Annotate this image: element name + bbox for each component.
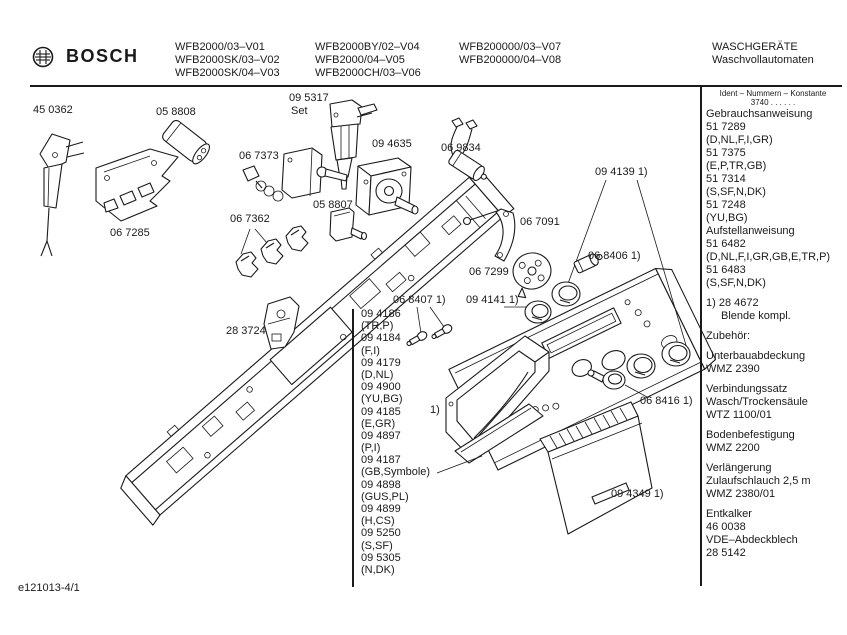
info-line: Verlängerung [706, 462, 772, 474]
variant-line: (F,I) [361, 344, 380, 357]
info-line: Entkalker [706, 508, 752, 520]
variant-line: 09 5250 [361, 527, 401, 540]
info-column [706, 108, 830, 560]
part-label: 06 8416 1) [640, 395, 693, 407]
part-label: Set [291, 105, 308, 117]
info-line [706, 455, 830, 462]
variant-line: (P,I) [361, 442, 381, 455]
info-line: 51 7289 [706, 121, 746, 133]
mounting-clip [261, 239, 283, 264]
part-label: 06 8407 1) [393, 294, 446, 306]
category-line: Waschvollautomaten [712, 54, 814, 66]
variant-line: 09 4897 [361, 429, 401, 442]
variant-line: (S,SF) [361, 539, 393, 552]
info-line: 28 5142 [706, 547, 746, 559]
control-knob [552, 282, 580, 306]
power-plug [40, 134, 84, 256]
variant-line: (TR,P) [361, 320, 394, 333]
info-line: Bodenbefestigung [706, 429, 795, 441]
program-dial-disc [508, 249, 557, 300]
info-line: WTZ 1100/01 [706, 409, 772, 421]
info-line: Blende kompl. [721, 310, 791, 322]
variant-line: 09 5305 [361, 551, 401, 564]
model-column-1 [175, 41, 280, 80]
part-label: 09 4635 [372, 138, 412, 150]
info-line [706, 343, 830, 350]
part-label: 09 4141 1) [466, 294, 519, 306]
part-label: 06 7362 [230, 213, 270, 225]
info-line: (D,NL,F,I,GR) [706, 134, 773, 146]
info-line: WMZ 2200 [706, 442, 760, 454]
sidebar-divider [700, 86, 702, 586]
info-line: WMZ 2390 [706, 363, 760, 375]
part-label: 09 4349 1) [611, 488, 664, 500]
part-label: 06 9834 [441, 142, 481, 154]
variant-line: (E,GR) [361, 417, 396, 430]
model-code: WFB2000SK/03–V02 [175, 54, 280, 66]
variant-line: (D,NL) [361, 368, 394, 381]
mounting-clip [236, 252, 258, 277]
part-label: 09 4139 1) [595, 166, 648, 178]
header-divider [30, 85, 842, 87]
part-label: 1) [430, 404, 440, 416]
category-line: WASCHGERÄTE [712, 41, 798, 53]
info-line [706, 323, 830, 330]
info-line: Verbindungssatz [706, 383, 788, 395]
part-label: 06 8406 1) [588, 250, 641, 262]
info-line: Zulaufschlauch 2,5 m [706, 475, 811, 487]
info-line: VDE–Abdeckblech [706, 534, 798, 546]
control-knob [662, 342, 690, 366]
timer-switch [356, 158, 418, 215]
info-line: Gebrauchsanweisung [706, 108, 813, 120]
model-code: WFB2000BY/02–V04 [315, 41, 420, 53]
terminal-bracket [96, 149, 178, 221]
info-line: (YU,BG) [706, 212, 748, 224]
variant-line: (GUS,PL) [361, 490, 409, 503]
info-line: 1) 28 4672 [706, 297, 759, 309]
variant-line: 09 4185 [361, 405, 401, 418]
model-code: WFB200000/03–V07 [459, 41, 562, 53]
info-line: 51 6482 [706, 238, 746, 250]
variant-line: 09 4898 [361, 478, 401, 491]
info-line [706, 290, 830, 297]
info-line: (E,P,TR,GB) [706, 160, 767, 172]
control-knob [627, 354, 655, 378]
info-line [706, 501, 830, 508]
part-label: 45 0362 [33, 104, 73, 116]
micro-switch [330, 208, 367, 241]
info-line: Wasch/Trockensäule [706, 396, 808, 408]
model-column-2 [315, 41, 421, 80]
mounting-clip [286, 226, 308, 251]
variant-line: 09 4184 [361, 332, 401, 345]
variant-line: 09 4899 [361, 503, 401, 515]
info-line: 51 7314 [706, 173, 746, 185]
info-line: 51 7248 [706, 199, 746, 211]
info-line: (S,SF,N,DK) [706, 186, 766, 198]
fixing-screw [430, 323, 453, 341]
part-label: 05 8808 [156, 106, 196, 118]
ident-title: Ident – Nummern – Konstante [719, 89, 827, 98]
part-label: 06 7373 [239, 150, 279, 162]
part-label: 06 7299 [469, 266, 509, 278]
part-label: 09 5317 [289, 92, 329, 104]
info-line: 51 6483 [706, 264, 746, 276]
control-panel-carrier [113, 164, 515, 528]
info-line: Zubehör: [706, 330, 751, 342]
variant-parts-list [361, 308, 430, 576]
info-line: Aufstellanweisung [706, 225, 795, 237]
model-code: WFB2000/04–V05 [315, 54, 405, 66]
part-label: 28 3724 [226, 325, 266, 337]
bosch-logo-icon [31, 45, 55, 74]
document-number: e121013-4/1 [18, 582, 80, 594]
model-column-3 [459, 41, 561, 67]
control-knob [525, 301, 551, 323]
model-code: WFB200000/04–V08 [459, 54, 562, 66]
brand-name: BOSCH [66, 46, 139, 66]
variant-line: (YU,BG) [361, 393, 403, 406]
variant-line: (N,DK) [361, 563, 395, 576]
info-line: Unterbauabdeckung [706, 350, 806, 362]
info-line: 51 7375 [706, 147, 746, 159]
model-code: WFB2000/03–V01 [175, 41, 265, 53]
info-line: (S,SF,N,DK) [706, 277, 766, 289]
info-line: 46 0038 [706, 521, 746, 533]
variant-line: 09 4187 [361, 454, 401, 467]
part-label: 05 8807 [313, 199, 353, 211]
ident-header [702, 89, 844, 107]
variant-list-divider [352, 309, 354, 587]
part-label: 06 7091 [520, 216, 560, 228]
variant-line: (H,CS) [361, 515, 395, 528]
info-line [706, 422, 830, 429]
info-line [706, 376, 830, 383]
variant-line: 09 4900 [361, 381, 401, 394]
model-code: WFB2000CH/03–V06 [315, 67, 421, 79]
variant-line: 09 4186 [361, 308, 401, 320]
info-line: (D,NL,F,I,GR,GB,E,TR,P) [706, 251, 831, 263]
ident-code: 3740 . . . . . . [750, 98, 796, 107]
variant-line: 09 4179 [361, 356, 401, 369]
model-code: WFB2000SK/04–V03 [175, 67, 280, 79]
part-label: 06 7285 [110, 227, 150, 239]
info-line: WMZ 2380/01 [706, 488, 776, 500]
appliance-category [712, 41, 814, 67]
variant-line: (GB,Symbole) [361, 466, 431, 479]
